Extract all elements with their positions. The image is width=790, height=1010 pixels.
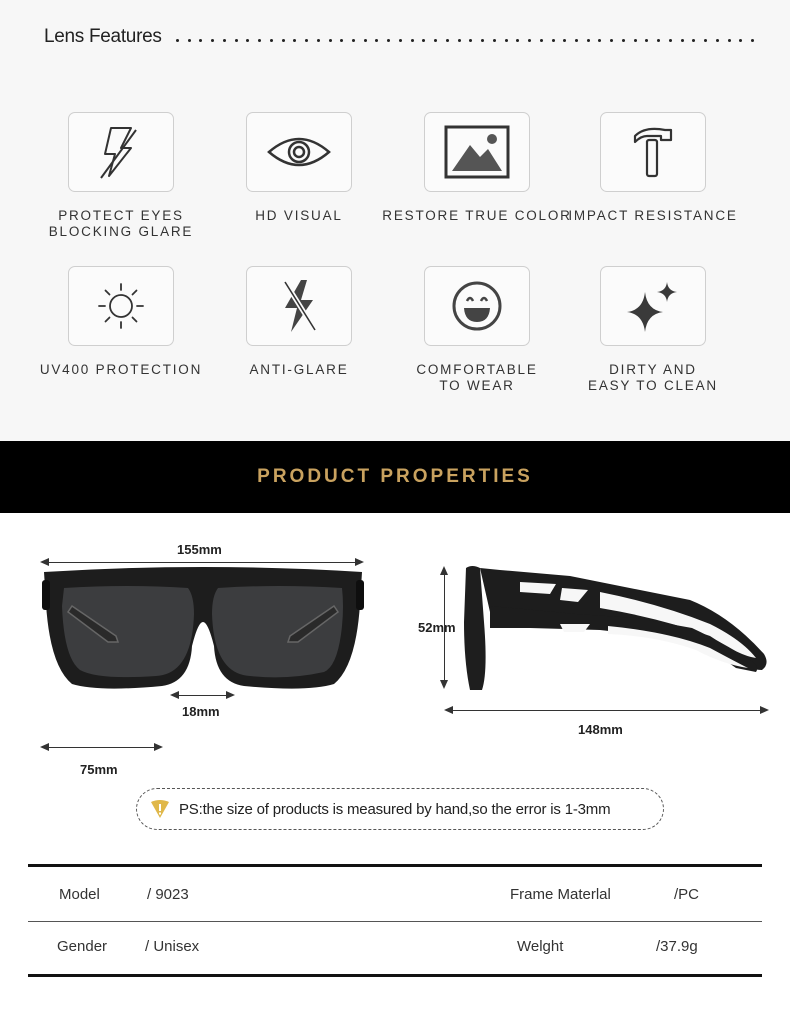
leader-dot xyxy=(634,39,637,42)
leader-dot xyxy=(469,39,472,42)
leader-dot xyxy=(493,39,496,42)
leader-dot xyxy=(411,39,414,42)
feature-label: DIRTY AND EASY TO CLEAN xyxy=(588,362,718,393)
leader-dot xyxy=(317,39,320,42)
lens-height-label: 52mm xyxy=(418,620,456,635)
measurement-note xyxy=(136,788,664,830)
leader-dot xyxy=(505,39,508,42)
spec-label-model: Model xyxy=(59,886,100,903)
leader-dot xyxy=(446,39,449,42)
leader-dot xyxy=(434,39,437,42)
leader-dot xyxy=(305,39,308,42)
feature-dirty-and-easy-to-clean xyxy=(558,266,748,394)
feature-label: PROTECT EYES BLOCKING GLARE xyxy=(48,208,194,239)
spec-label-gender: Gender xyxy=(57,938,108,955)
product-properties-title: PRODUCT PROPERTIES xyxy=(257,466,533,487)
leader-dot xyxy=(422,39,425,42)
bridge-width-line xyxy=(176,695,228,696)
leader-dot xyxy=(528,39,531,42)
leader-dot xyxy=(270,39,273,42)
feature-impact-resistance xyxy=(558,112,748,224)
leader-dot xyxy=(669,39,672,42)
arrow-right-icon xyxy=(226,691,235,699)
feature-label: IMPACT RESISTANCE xyxy=(568,208,738,223)
leader-dot xyxy=(199,39,202,42)
mountain-image-icon xyxy=(424,112,530,192)
leader-dot xyxy=(739,39,742,42)
sunglasses-front-image xyxy=(38,566,368,692)
leader-dot xyxy=(598,39,601,42)
leader-dot xyxy=(540,39,543,42)
leader-dot xyxy=(211,39,214,42)
lightning-icon xyxy=(68,112,174,192)
leader-dot xyxy=(728,39,731,42)
eye-icon xyxy=(246,112,352,192)
feature-label: UV400 PROTECTION xyxy=(39,362,203,377)
arrow-right-icon xyxy=(154,743,163,751)
hammer-icon xyxy=(600,112,706,192)
feature-hd-visual xyxy=(204,112,394,224)
temple-length-line xyxy=(450,710,762,711)
leader-dot xyxy=(246,39,249,42)
spec-value-frame-material: /PC xyxy=(674,886,700,903)
product-properties-banner xyxy=(0,441,790,513)
leader-dot xyxy=(704,39,707,42)
note-text: PS:the size of products is measured by hand,so the error is 1-3mm xyxy=(179,800,611,818)
feature-restore-true-color xyxy=(382,112,572,224)
leader-dot xyxy=(657,39,660,42)
feature-label: ANTI-GLARE xyxy=(249,362,349,377)
spec-value-model: / 9023 xyxy=(147,886,189,903)
arrow-down-icon xyxy=(440,680,448,689)
leader-dot xyxy=(375,39,378,42)
frame-width-label: 155mm xyxy=(177,542,222,557)
leader-dot xyxy=(563,39,566,42)
sunglasses-side-image xyxy=(460,562,772,696)
leader-dot xyxy=(352,39,355,42)
leader-dot xyxy=(364,39,367,42)
frame-width-line xyxy=(46,562,358,563)
feature-label: HD VISUAL xyxy=(255,208,343,223)
sun-icon xyxy=(68,266,174,346)
leader-dot xyxy=(458,39,461,42)
leader-dot xyxy=(587,39,590,42)
feature-label: COMFORTABLE TO WEAR xyxy=(416,362,538,393)
temple-length-label: 148mm xyxy=(578,722,623,737)
leader-dot xyxy=(235,39,238,42)
slashed-lightning-icon xyxy=(246,266,352,346)
leader-dot xyxy=(751,39,754,42)
leader-dot xyxy=(258,39,261,42)
bridge-width-label: 18mm xyxy=(182,704,220,719)
lens-width-label: 75mm xyxy=(80,762,118,777)
feature-uv400-protection xyxy=(26,266,216,378)
table-row-divider xyxy=(28,921,762,922)
spec-label-frame-material: Frame Materlal xyxy=(510,886,611,903)
lens-width-line xyxy=(46,747,156,748)
table-top-rule xyxy=(28,864,762,867)
spec-label-weight: Welght xyxy=(517,938,564,955)
leader-dot xyxy=(399,39,402,42)
leader-dot xyxy=(176,39,179,42)
feature-anti-glare xyxy=(204,266,394,378)
leader-dot xyxy=(610,39,613,42)
leader-dot xyxy=(188,39,191,42)
leader-dot xyxy=(622,39,625,42)
sparkle-icon xyxy=(600,266,706,346)
feature-comfortable-to-wear xyxy=(382,266,572,394)
leader-dot xyxy=(481,39,484,42)
leader-dot xyxy=(387,39,390,42)
leader-dot xyxy=(329,39,332,42)
lens-features-title: Lens Features xyxy=(44,26,162,47)
leader-dot xyxy=(293,39,296,42)
table-bottom-rule xyxy=(28,974,762,977)
leader-dot xyxy=(282,39,285,42)
leader-dot xyxy=(681,39,684,42)
leader-dot xyxy=(645,39,648,42)
arrow-right-icon xyxy=(355,558,364,566)
arrow-right-icon xyxy=(760,706,769,714)
leader-dot xyxy=(340,39,343,42)
spec-value-weight: /37.9g xyxy=(656,938,698,955)
leader-dot xyxy=(223,39,226,42)
leader-dot xyxy=(516,39,519,42)
warning-badge-icon xyxy=(149,798,171,820)
lens-features-section xyxy=(0,0,790,441)
dotted-leader xyxy=(176,39,754,43)
leader-dot xyxy=(552,39,555,42)
smiley-icon xyxy=(424,266,530,346)
leader-dot xyxy=(716,39,719,42)
feature-protect-eyes xyxy=(26,112,216,240)
feature-label: RESTORE TRUE COLOR xyxy=(382,208,572,223)
leader-dot xyxy=(692,39,695,42)
leader-dot xyxy=(575,39,578,42)
spec-value-gender: / Unisex xyxy=(145,938,200,955)
